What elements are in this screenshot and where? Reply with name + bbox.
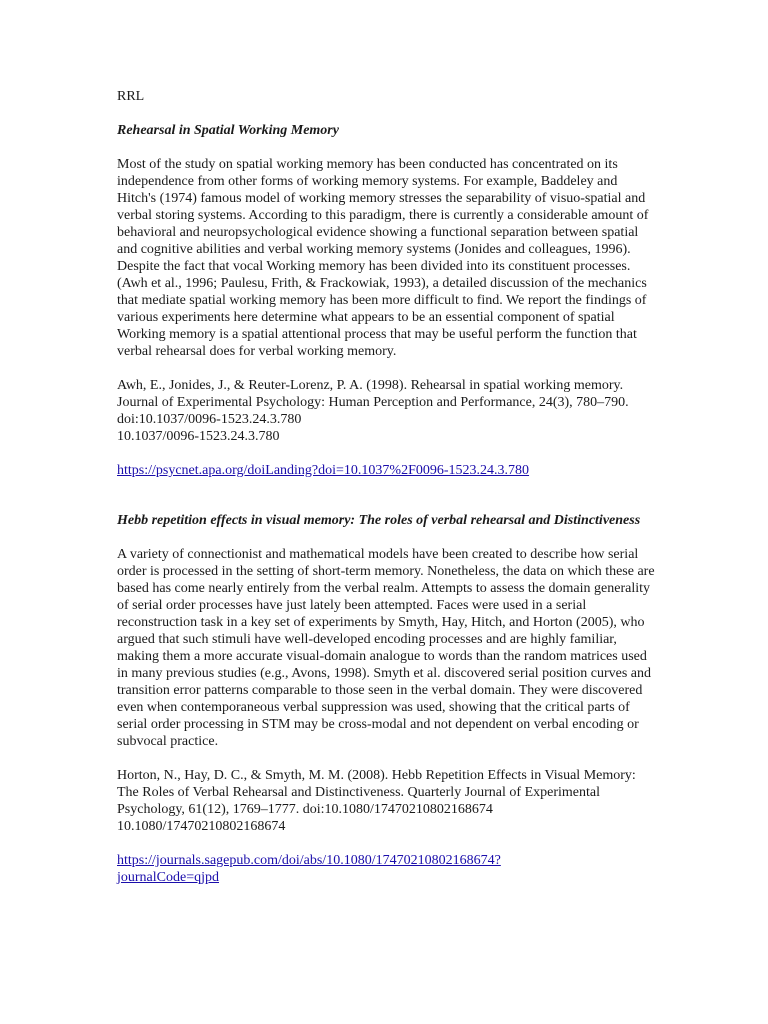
section1-body: Most of the study on spatial working memory has been conducted has concentrated on its independence from other forms of working memory systems. For example, Baddeley and Hitch's (1974) famous model of working memory stresses the separability of visuo-spatial and verbal storing systems. According to this paradigm, there is currently a considerable amount of behavioral and neuropsychological evidence showing a functional separation between spatial and cognitive abilities and verbal working memory systems (Jonides and colleagues, 1996). Despite the fact that vocal Working memory has been divided into its constituent processes. (Awh et al., 1996; Paulesu, Frith, & Frackowiak, 1993), a detailed discussion of the mechanics that mediate spatial working memory has been more difficult to find. We report the findings of various experiments here determine what appears to be an essential component of spatial Working memory is a spatial attentional process that may be useful perform the function that verbal rehearsal does for verbal working memory. xyxy=(117,157,649,359)
section2-doi: 10.1080/17470210802168674 xyxy=(117,819,286,834)
section2-link-line1: https://journals.sagepub.com/doi/abs/10.1080/17470210802168674? xyxy=(117,853,501,868)
section2-link[interactable] xyxy=(117,853,501,885)
section1-doi: 10.1037/0096-1523.24.3.780 xyxy=(117,429,280,444)
section1-citation: Awh, E., Jonides, J., & Reuter-Lorenz, P. A. (1998). Rehearsal in spatial working memory. Journal of Experimental Psychology: Human Perception and Performance, 24(3), 780–790. doi:10.1037/0096-1523.24.3.780 xyxy=(117,378,629,427)
section1-link[interactable]: https://psycnet.apa.org/doiLanding?doi=10.1037%2F0096-1523.24.3.780 xyxy=(117,463,530,478)
section2-link-line2: journalCode=qjpd xyxy=(117,870,219,885)
section1-title: Rehearsal in Spatial Working Memory xyxy=(117,123,339,138)
section2-title: Hebb repetition effects in visual memory: The roles of verbal rehearsal and Distinctiveness xyxy=(117,513,641,528)
document-content xyxy=(117,88,657,886)
section2-body: A variety of connectionist and mathematical models have been created to describe how serial order is processed in the setting of short-term memory. Nonetheless, the data on which these are based has come nearly entirely from the verbal realm. Attempts to assess the domain generality of serial order processes have just lately been attempted. Faces were used in a serial reconstruction task in a key set of experiments by Smyth, Hay, Hitch, and Horton (2005), who argued that such stimuli have well-developed encoding processes and are highly familiar, making them a more accurate visual-domain analogue to words than the random matrices used in many previous studies (e.g., Avons, 1998). Smyth et al. discovered serial position curves and transition error patterns comparable to those seen in the verbal domain. They were discovered even when contemporaneous verbal suppression was used, showing that the critical parts of serial order processing in STM may be cross-modal and not dependent on verbal encoding or subvocal practice. xyxy=(117,547,655,749)
section2-citation: Horton, N., Hay, D. C., & Smyth, M. M. (2008). Hebb Repetition Effects in Visual Memory: The Roles of Verbal Rehearsal and Distinctiveness. Quarterly Journal of Experimental Psychology, 61(12), 1769–1777. doi:10.1080/17470210802168674 xyxy=(117,768,636,817)
doc-label: RRL xyxy=(117,89,145,104)
